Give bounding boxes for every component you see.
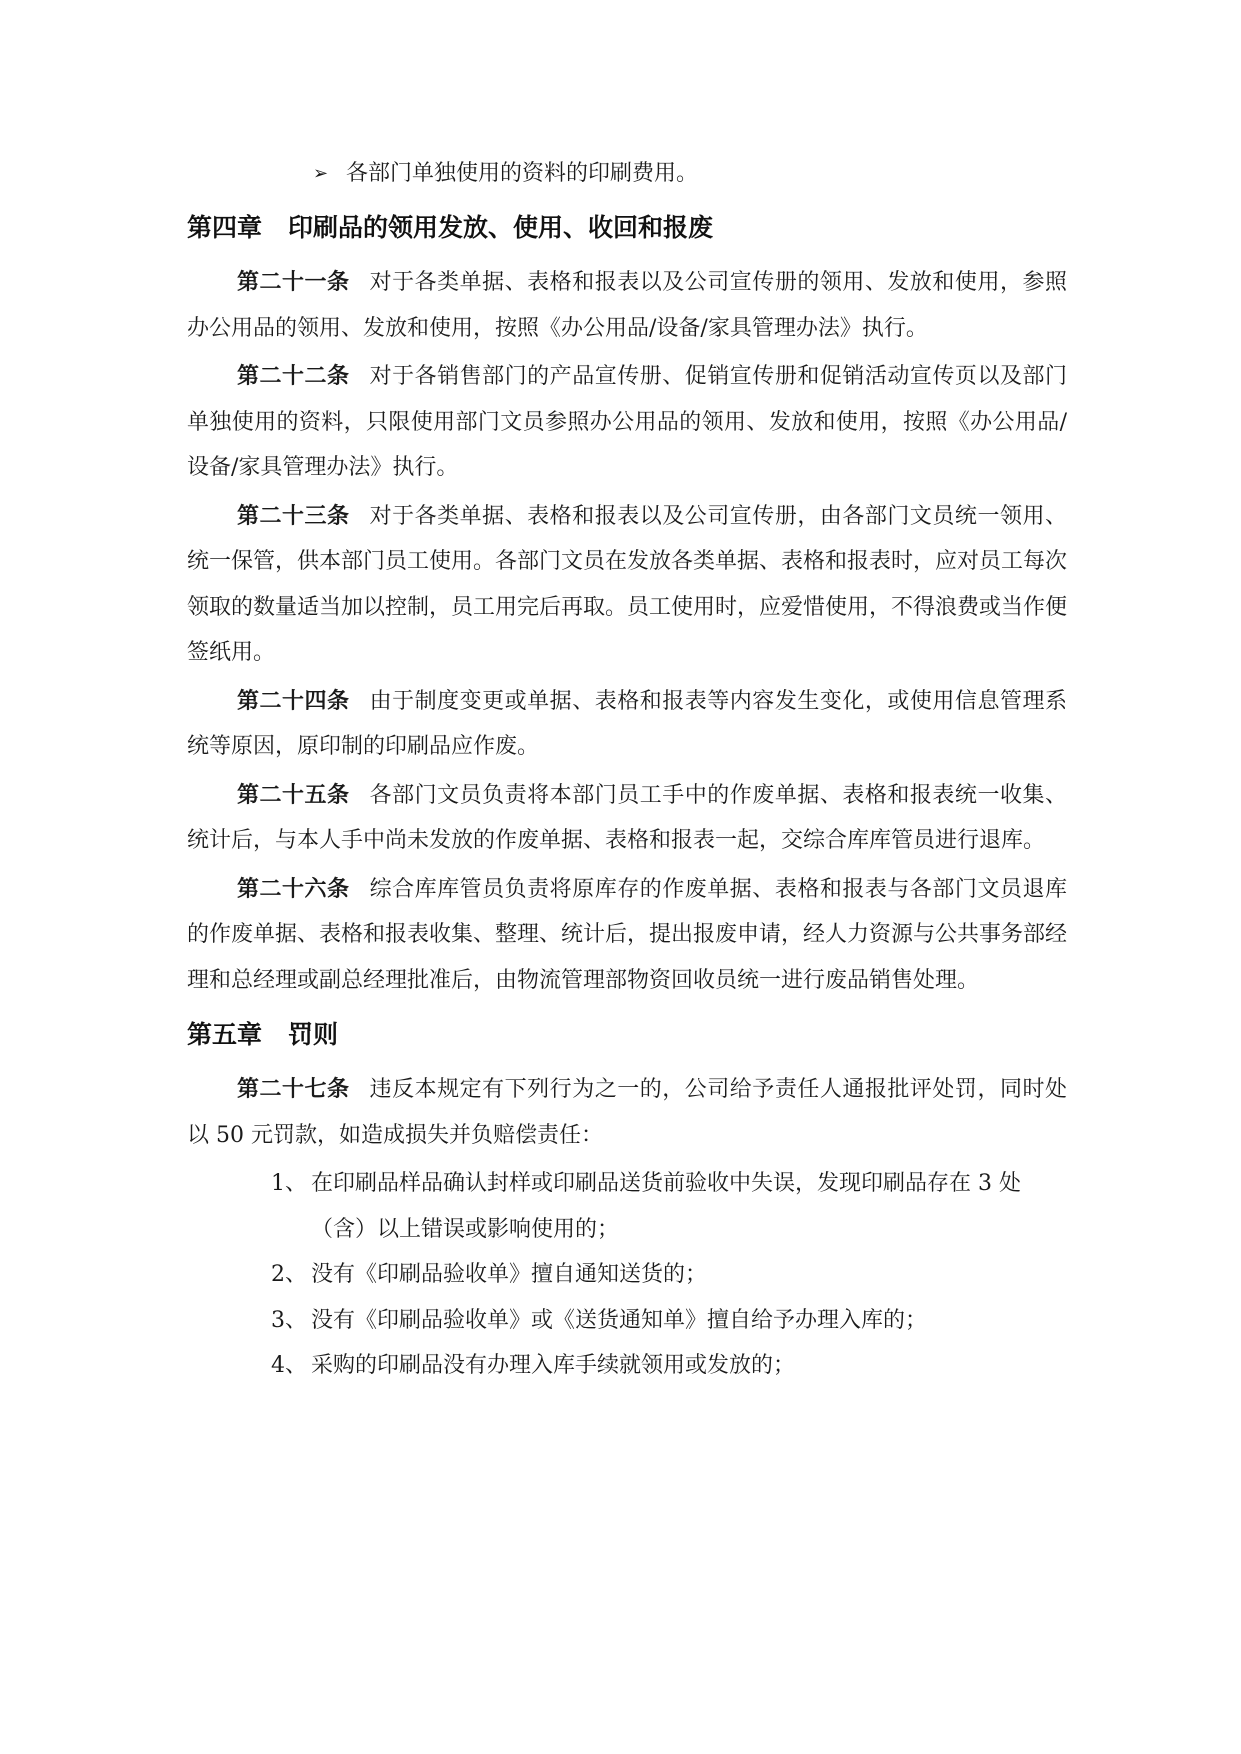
article-text: 违反本规定有下列行为之一的，公司给予责任人通报批评处罚，同时处以 50 元罚款，如造成损失并负赔偿责任： xyxy=(187,1077,1067,1148)
article-21 xyxy=(187,260,1067,351)
chapter-title: 罚则 xyxy=(288,1020,339,1049)
article-text: 各部门文员负责将本部门员工手中的作废单据、表格和报表统一收集、统计后，与本人手中尚未发放的作废单据、表格和报表一起，交综合库库管员进行退库。 xyxy=(187,782,1067,853)
list-item xyxy=(187,1252,1067,1298)
list-item xyxy=(187,1298,1067,1344)
item-text: 在印刷品样品确认封样或印刷品送货前验收中失误，发现印刷品存在 3 处（含）以上错误或影响使用的； xyxy=(311,1171,1021,1242)
article-22 xyxy=(187,354,1067,491)
article-text: 对于各销售部门的产品宣传册、促销宣传册和促销活动宣传页以及部门单独使用的资料，只限使用部门文员参照办公用品的领用、发放和使用，按照《办公用品/设备/家具管理办法》执行。 xyxy=(187,364,1067,480)
article-24 xyxy=(187,679,1067,770)
chapter-5-heading xyxy=(187,1015,1067,1055)
chapter-title: 印刷品的领用发放、使用、收回和报废 xyxy=(288,213,714,242)
article-27 xyxy=(187,1067,1067,1158)
article-text: 由于制度变更或单据、表格和报表等内容发生变化，或使用信息管理系统等原因，原印制的印刷品应作废。 xyxy=(187,688,1067,759)
list-item xyxy=(187,1343,1067,1389)
item-number: 2、 xyxy=(271,1262,307,1287)
penalty-list xyxy=(187,1161,1067,1389)
article-number: 第二十二条 xyxy=(237,364,350,389)
article-text: 对于各类单据、表格和报表以及公司宣传册的领用、发放和使用，参照办公用品的领用、发放和使用，按照《办公用品/设备/家具管理办法》执行。 xyxy=(187,270,1067,341)
chapter-number: 第五章 xyxy=(187,1020,263,1049)
item-text: 没有《印刷品验收单》或《送货通知单》擅自给予办理入库的； xyxy=(311,1307,928,1333)
list-item xyxy=(187,1161,1067,1252)
item-number: 3、 xyxy=(271,1307,307,1333)
arrow-bullet-icon: ➢ xyxy=(313,163,329,184)
article-number: 第二十六条 xyxy=(237,876,350,902)
chapter-number: 第四章 xyxy=(187,213,263,242)
item-number: 4、 xyxy=(271,1353,307,1378)
article-text: 对于各类单据、表格和报表以及公司宣传册，由各部门文员统一领用、统一保管，供本部门员工使用。各部门文员在发放各类单据、表格和报表时，应对员工每次领取的数量适当加以控制，员工用完后再取。员工使用时，应爱惜使用，不得浪费或当作便签纸用。 xyxy=(187,503,1068,665)
article-number: 第二十五条 xyxy=(237,782,350,808)
article-number: 第二十一条 xyxy=(237,270,350,295)
bullet-list-item xyxy=(187,152,1067,196)
item-number: 1、 xyxy=(271,1171,307,1196)
bullet-text: 各部门单独使用的资料的印刷费用。 xyxy=(346,161,699,186)
article-number: 第二十四条 xyxy=(237,688,350,714)
document-body xyxy=(187,152,1067,1389)
article-number: 第二十七条 xyxy=(237,1077,350,1102)
chapter-4-heading xyxy=(187,208,1067,248)
article-number: 第二十三条 xyxy=(237,503,350,529)
article-23 xyxy=(187,494,1067,676)
article-text: 综合库库管员负责将原库存的作废单据、表格和报表与各部门文员退库的作废单据、表格和报表收集、整理、统计后，提出报废申请，经人力资源与公共事务部经理和总经理或副总经理批准后，由物流管理部物资回收员统一进行废品销售处理。 xyxy=(187,876,1068,993)
item-text: 没有《印刷品验收单》擅自通知送货的； xyxy=(311,1262,708,1287)
article-26 xyxy=(187,867,1067,1004)
item-text: 采购的印刷品没有办理入库手续就领用或发放的； xyxy=(311,1353,796,1378)
article-25 xyxy=(187,773,1067,864)
